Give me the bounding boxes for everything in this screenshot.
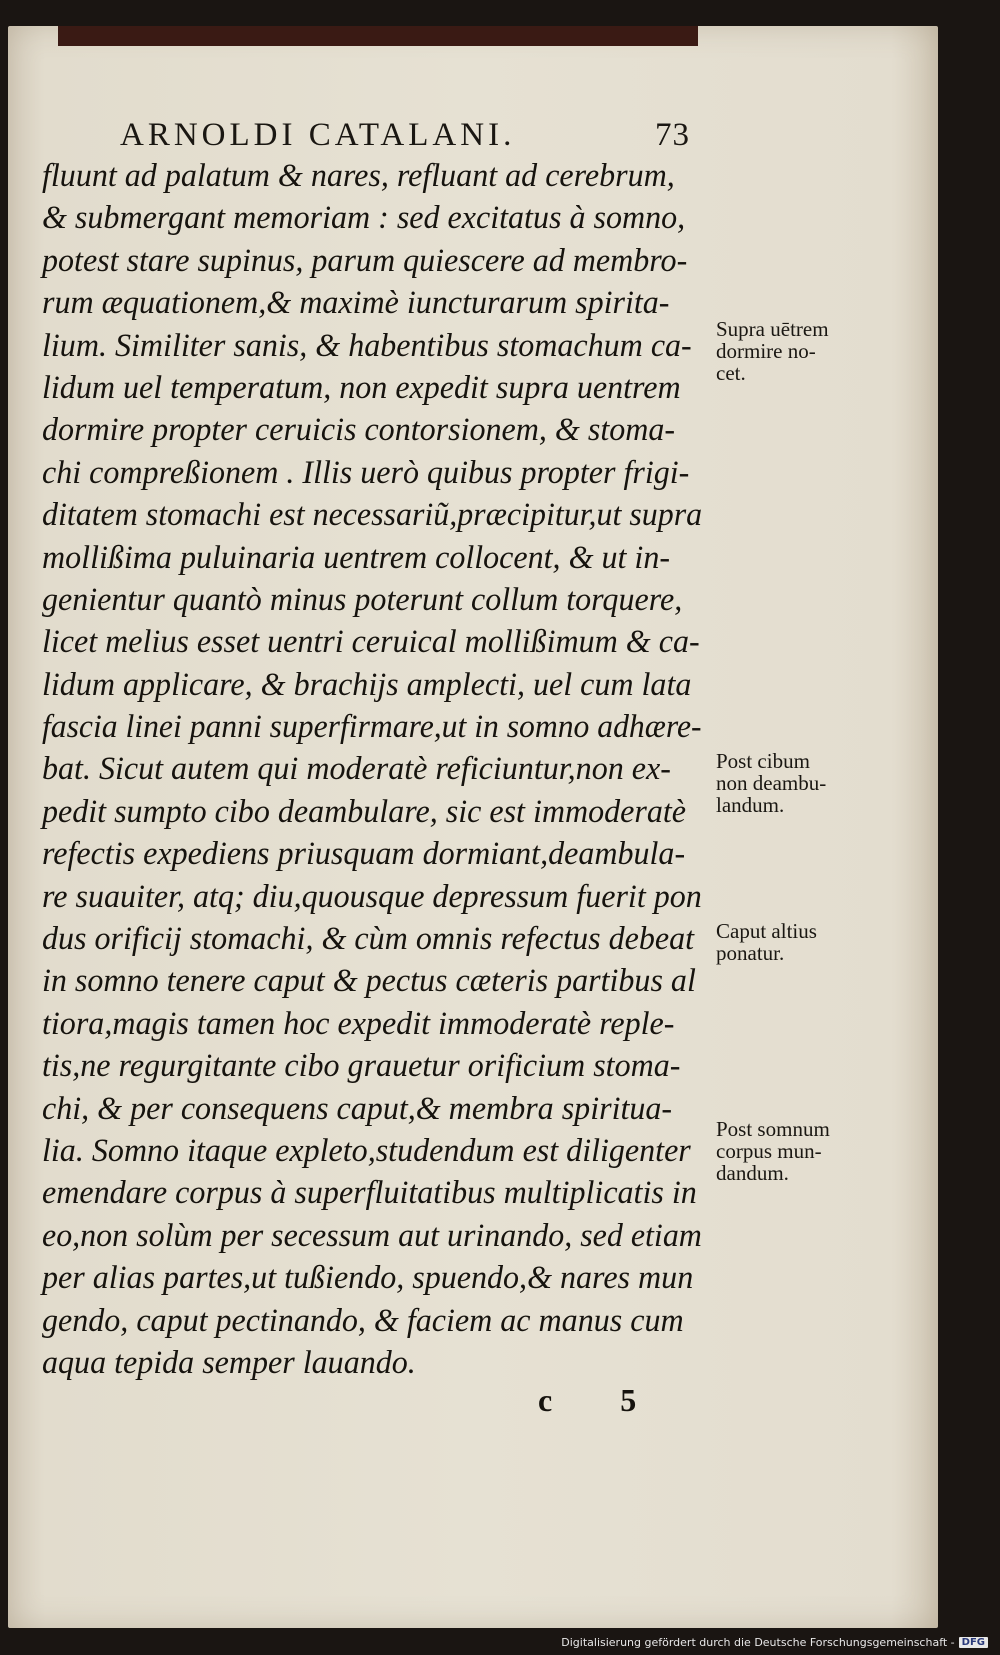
text-line: gendo, caput pectinando, & faciem ac manus cum: [42, 1302, 684, 1339]
text-line: & submergant memoriam : sed excitatus à somno,: [42, 200, 686, 237]
text-line: rum æquationem,& maximè iuncturarum spirita-: [42, 285, 670, 322]
text-line: aqua tepida semper lauando.: [42, 1344, 416, 1381]
text-line: potest stare supinus, parum quiescere ad membro-: [42, 242, 688, 279]
text-line: eo,non solùm per secessum aut urinando, sed etiam: [42, 1217, 702, 1254]
text-line: mollißima puluinaria uentrem collocent, & ut in-: [42, 539, 671, 576]
text-line: genientur quantò minus poterunt collum torquere,: [42, 581, 683, 618]
text-line: tis,ne regurgitante cibo grauetur orificium stoma-: [42, 1048, 681, 1085]
text-line: per alias partes,ut tußiendo, spuendo,& nares mun: [42, 1260, 694, 1297]
marginal-line: Post cibum: [716, 749, 810, 773]
text-line: pedit sumpto cibo deambulare, sic est immoderatè: [42, 793, 687, 830]
text-line: re suauiter, atq; diu,quousque depressum fuerit pon: [42, 878, 702, 915]
marginal-line: landum.: [716, 793, 785, 817]
marginal-line: corpus mun-: [716, 1139, 822, 1163]
signature-mark: c 5: [538, 1382, 667, 1418]
marginal-note-1: [716, 318, 876, 384]
marginal-note-3: [716, 920, 876, 964]
text-line: in somno tenere caput & pectus cæteris partibus al: [42, 963, 696, 1000]
digitization-footer: [561, 1636, 988, 1649]
marginal-line: Post somnum: [716, 1117, 830, 1141]
marginal-line: dormire no-: [716, 339, 816, 363]
text-line: tiora,magis tamen hoc expedit immoderatè reple-: [42, 1005, 675, 1042]
marginal-line: dandum.: [716, 1161, 789, 1185]
text-line: refectis expediens priusquam dormiant,deambula-: [42, 836, 686, 873]
text-line: dormire propter ceruicis contorsionem, & stoma-: [42, 412, 676, 449]
page-header: [120, 117, 720, 157]
text-line: dus orificij stomachi, & cùm omnis refectus debeat: [42, 921, 695, 958]
text-line: licet melius esset uentri ceruical mollißimum & ca-: [42, 624, 700, 661]
page-number: 73: [655, 117, 690, 153]
marginal-note-4: [716, 1118, 876, 1184]
text-line: bat. Sicut autem qui moderatè reficiuntur,non ex-: [42, 751, 671, 788]
footer-credit: Digitalisierung gefördert durch die Deutsche Forschungsgemeinschaft -: [561, 1636, 955, 1649]
text-line: fluunt ad palatum & nares, refluant ad cerebrum,: [42, 158, 675, 194]
text-line: fascia linei panni superfirmare,ut in somno adhære-: [42, 709, 702, 746]
marginal-line: Supra uētrem: [716, 317, 829, 341]
dfg-logo-icon: DFG: [959, 1637, 988, 1648]
main-text-block: [42, 155, 722, 1384]
marginal-line: non deambu-: [716, 771, 827, 795]
text-line: ditatem stomachi est necessariũ,præcipitur,ut supra: [42, 497, 703, 534]
text-line: lia. Somno itaque expleto,studendum est diligenter: [42, 1132, 691, 1169]
marginal-note-2: [716, 750, 876, 816]
marginal-line: cet.: [716, 361, 746, 385]
text-line: chi, & per consequens caput,& membra spiritua-: [42, 1090, 673, 1127]
page-top-edge: [58, 26, 698, 46]
text-line: lidum uel temperatum, non expedit supra uentrem: [42, 369, 681, 406]
marginal-line: Caput altius: [716, 919, 817, 943]
running-head: ARNOLDI CATALANI.: [120, 117, 516, 153]
text-line: chi compreßionem . Illis uerò quibus propter frigi-: [42, 454, 690, 491]
text-line: lium. Similiter sanis, & habentibus stomachum ca-: [42, 327, 692, 364]
text-line: lidum applicare, & brachijs amplecti, uel cum lata: [42, 666, 692, 703]
marginal-line: ponatur.: [716, 941, 785, 965]
text-line: emendare corpus à superfluitatibus multiplicatis in: [42, 1175, 697, 1212]
